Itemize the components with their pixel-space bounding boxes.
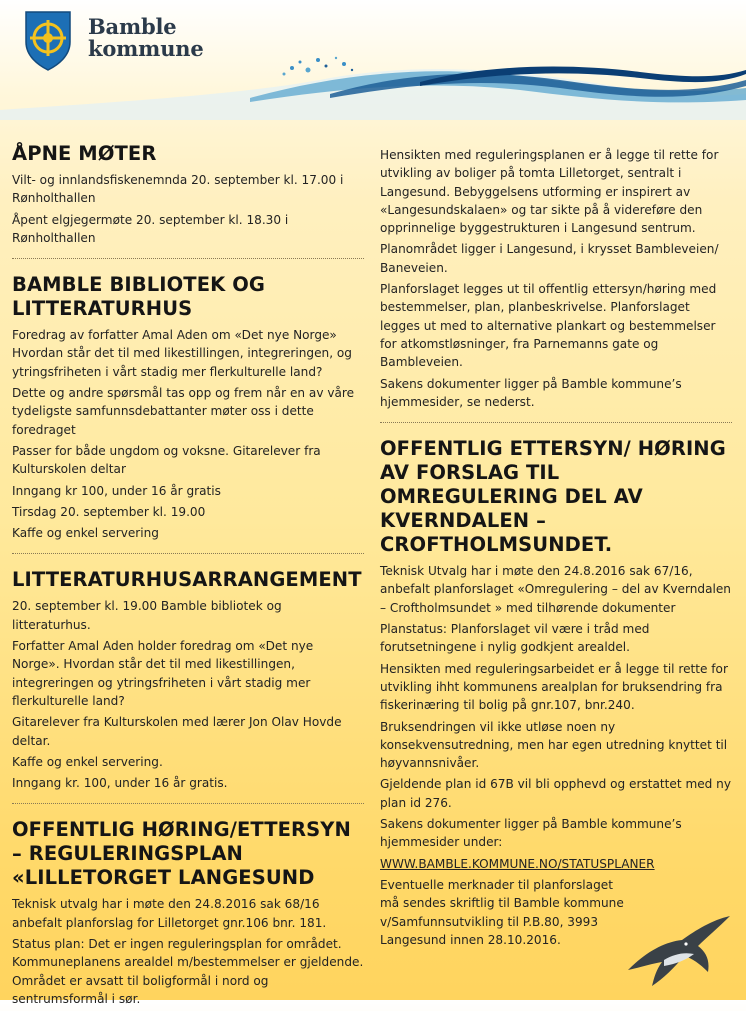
paragraph: Gitarelever fra Kulturskolen med lærer Jon Olav Hovde deltar. xyxy=(12,715,342,748)
paragraph: Gjeldende plan id 67B vil bli opphevd og erstattet med ny plan id 276. xyxy=(380,777,732,810)
bird-icon xyxy=(624,912,734,988)
section-apne-moter xyxy=(12,140,364,247)
divider xyxy=(12,258,364,259)
paragraph: 20. september kl. 19.00 Bamble bibliotek og litteraturhus. xyxy=(12,599,282,632)
right-column xyxy=(380,144,732,952)
paragraph: Eventuelle merknader til planforslaget må sendes skriftlig til Bamble kommune v/Samfunnsutvikling til P.B.80, 3993 Langesund innen 28.10.2016. xyxy=(380,877,624,947)
section-title: BAMBLE BIBLIOTEK OG LITTERATURHUS xyxy=(12,273,266,321)
paragraph: Planstatus: Planforslaget vil være i tråd med forutsetningene i nylig godkjent arealdel. xyxy=(380,622,650,655)
paragraph: Dette og andre spørsmål tas opp og frem når en av våre tydeligste samfunnsdebattanter møter oss i dette foredraget xyxy=(12,386,355,437)
paragraph: Åpent elgjegermøte 20. september kl. 18.30 i Rønholthallen xyxy=(12,212,289,245)
section-bibliotek xyxy=(12,271,364,542)
paragraph: Tirsdag 20. september kl. 19.00 xyxy=(12,504,206,519)
divider xyxy=(380,422,732,423)
paragraph: Kaffe og enkel servering xyxy=(12,526,159,541)
section-title: LITTERATURHUSARRANGEMENT xyxy=(12,568,362,592)
paragraph: Vilt- og innlandsfiskenemnda 20. september kl. 17.00 i Rønholthallen xyxy=(12,173,344,206)
section-title: OFFENTLIG ETTERSYN/ HØRING AV FORSLAG TIL OMREGULERING DEL AV KVERNDALEN – CROFTHOLMSUNDET. xyxy=(380,437,726,557)
section-title: OFFENTLIG HØRING/ETTERSYN – REGULERINGSPLAN «LILLETORGET LANGESUND xyxy=(12,818,351,890)
brand-line-1: Bamble xyxy=(88,14,177,39)
paragraph: Inngang kr. 100, under 16 år gratis. xyxy=(12,776,228,791)
page-header xyxy=(0,0,746,120)
paragraph: Planområdet ligger i Langesund, i krysset Bambleveien/ Baneveien. xyxy=(380,242,719,275)
statusplaner-link[interactable]: WWW.BAMBLE.KOMMUNE.NO/STATUSPLANER xyxy=(380,856,655,871)
paragraph: Inngang kr 100, under 16 år gratis xyxy=(12,483,221,498)
paragraph: Sakens dokumenter ligger på Bamble kommune’s hjemmesider under: xyxy=(380,817,682,850)
paragraph: Teknisk utvalg har i møte den 24.8.2016 sak 68/16 anbefalt planforslag for Lilletorget gnr.106 bnr. 181. xyxy=(12,897,327,930)
paragraph: Foredrag av forfatter Amal Aden om «Det nye Norge» Hvordan står det til med likestillingen, integreringen, og ytringsfriheten i vårt stadig mer flerkulturelle land? xyxy=(12,328,352,379)
paragraph: Hensikten med reguleringsarbeidet er å legge til rette for utvikling ihht kommunens arealplan for bruksendring fra fiskerinæring til bolig på gnr.107, bnr.240. xyxy=(380,661,728,713)
section-lilletorget xyxy=(12,816,364,1008)
section-litteraturhusarrangement xyxy=(12,566,364,792)
paragraph: Hensikten med reguleringsplanen er å legge til rette for utvikling av boliger på tomta Lilletorget, sentralt i Langesund. Bebyggelsens utforming er inspirert av «Langesundskalaen» og tar sikte på å videreføre den opprinnelige byggestrukturen i Langesund sentrum. xyxy=(380,148,719,236)
divider xyxy=(12,553,364,554)
section-kverndalen xyxy=(380,435,732,949)
paragraph: Sakens dokumenter ligger på Bamble kommune’s hjemmesider, se nederst. xyxy=(380,376,682,409)
paragraph: Kaffe og enkel servering. xyxy=(12,754,163,769)
section-lilletorget-continued xyxy=(380,144,732,411)
left-column xyxy=(12,140,364,1011)
brand-line-2: kommune xyxy=(88,36,204,61)
paragraph: Teknisk Utvalg har i møte den 24.8.2016 sak 67/16, anbefalt planforslaget «Omregulering – del av Kverndalen – Croftholmsundet » med tilhørende dokumenter xyxy=(380,564,731,615)
paragraph: Planforslaget legges ut til offentlig ettersyn/høring med bestemmelser, plan, planbeskrivelse. Planforslaget legges ut med to alternative plankart og bestemmelser for atkomstløsninger, fra Parnemanns gate og Bambleveien. xyxy=(380,282,717,370)
divider xyxy=(12,803,364,804)
section-title: ÅPNE MØTER xyxy=(12,142,157,165)
paragraph: Passer for både ungdom og voksne. Gitarelever fra Kulturskolen deltar xyxy=(12,443,321,477)
paragraph: Status plan: Det er ingen reguleringsplan for området. Kommuneplanens arealdel m/bestemmelser er gjeldende. Området er avsatt til boligformål i nord og sentrumsformål i sør. xyxy=(12,937,364,1006)
wave-decoration-icon xyxy=(0,36,746,120)
paragraph: Bruksendringen vil ikke utløse noen ny konsekvensutredning, men har egen utredning knyttet til høyvannsnivåer. xyxy=(380,719,728,771)
paragraph: Forfatter Amal Aden holder foredrag om «Det nye Norge». Hvordan står det til med likestillingen, integreringen og ytringsfriheten i vårt stadig mer flerkulturelle land? xyxy=(12,639,314,708)
